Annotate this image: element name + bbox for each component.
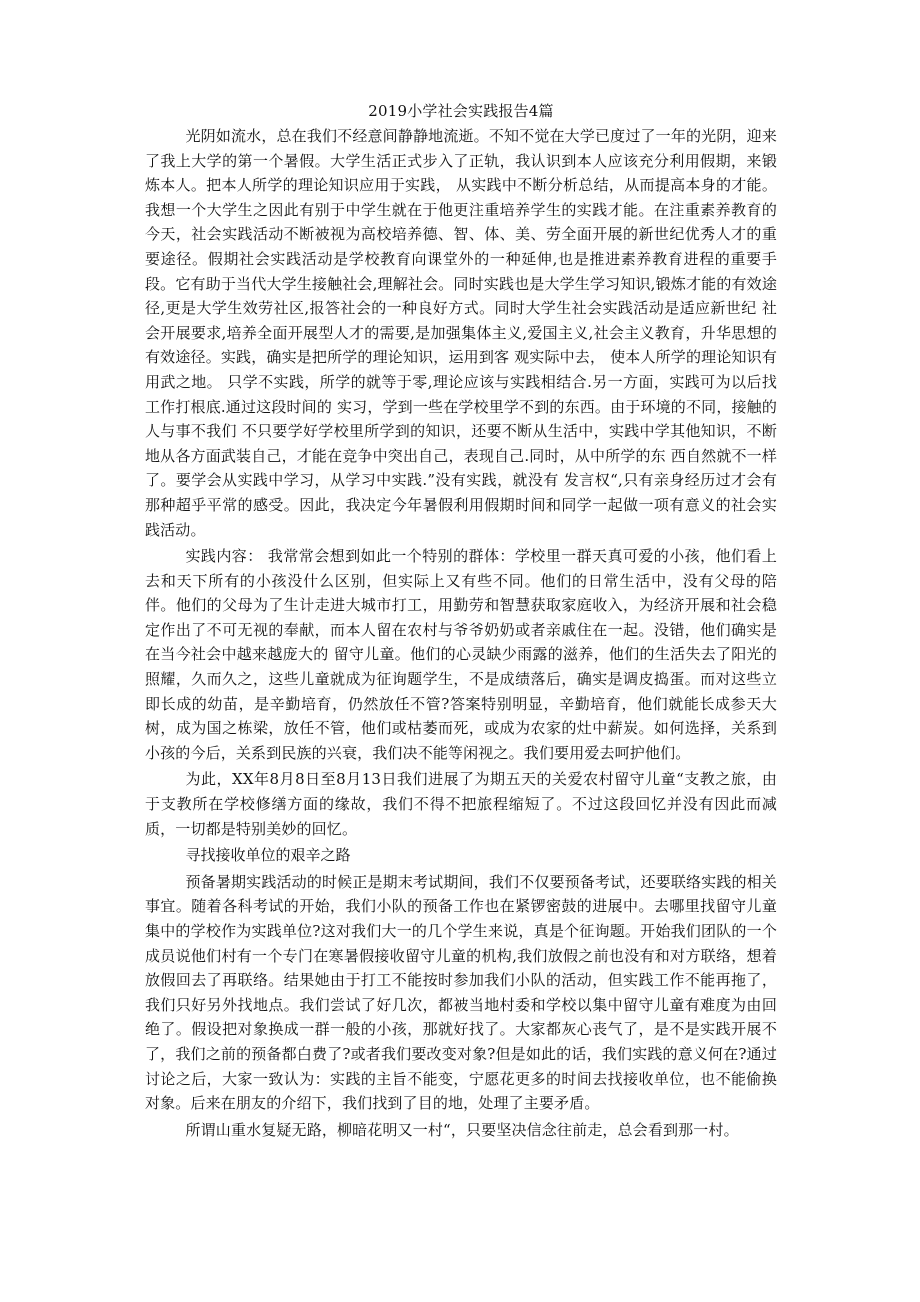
document-title: 2019小学社会实践报告4篇 [368, 102, 554, 120]
paragraph-practice-content: 实践内容： 我常常会想到如此一个特别的群体：学校里一群天真可爱的小孩，他们看上去和天下所有的小孩没什么区别，但实际上又有些不同。他们的日常生活中，没有父母的陪伴。他们的父母为了生计走进大城市打工，用勤劳和智慧获取家庭收入，为经济开展和社会稳定作出了不可无视的奉献，而本人留在农村与爷爷奶奶或者亲戚住在一起。没错，他们确实是在当今社会中越来越庞大的 留守儿童。他们的心灵缺少雨露的滋养，他们的生活失去了阳光的照耀，久而久之，这些儿童就成为征询题学生，不是成绩落后，确实是调皮捣蛋。而对这些立即长成的幼苗，是辛勤培育，仍然放任不管?答案特别明显，辛勤培育，他们就能长成参天大树，成为国之栋梁，放任不管，他们或枯萎而死，或成为农家的灶中薪炭。如何选择，关系到小孩的今后，关系到民族的兴衰，我们决不能等闲视之。我们要用爱去呵护他们。 [145, 547, 777, 762]
document-page [145, 100, 777, 1144]
paragraph-intro: 光阴如流水，总在我们不经意间静静地流逝。不知不觉在大学已度过了一年的光阴，迎来了我上大学的第一个暑假。大学生活正式步入了正轨，我认识到本人应该充分利用假期，来锻炼本人。把本人所学的理论知识应用于实践， 从实践中不断分析总结，从而提高本身的才能。我想一个大学生之因此有别于中学生就在于他更注重培养学生的实践才能。在注重素养教育的今天，社会实践活动不断被视为高校培养德、智、体、美、劳全面开展的新世纪优秀人才的重要途径。假期社会实践活动是学校教育向课堂外的一种延伸,也是推进素养教育进程的重要手段。它有助于当代大学生接触社会,理解社会。同时实践也是大学生学习知识,锻炼才能的有效途径,更是大学生效劳社区,报答社会的一种良好方式。同时大学生社会实践活动是适应新世纪 社会开展要求,培养全面开展型人才的需要,是加强集体主义,爱国主义,社会主义教育，升华思想的有效途径。实践，确实是把所学的理论知识，运用到客 观实际中去， 使本人所学的理论知识有用武之地。 只学不实践，所学的就等于零,理论应该与实践相结合.另一方面，实践可为以后找工作打根底.通过这段时间的 实习，学到一些在学校里学不到的东西。由于环境的不同，接触的人与事不我们 不只要学好学校里所学到的知识，还要不断从生活中，实践中学其他知识，不断 地从各方面武装自己，才能在竞争中突出自己，表现自己.同时，从中所学的东 西自然就不一样了。要学会从实践中学习，从学习中实践.”没有实践，就没有 发言权“,只有亲身经历过才会有那种超乎平常的感受。因此，我决定今年暑假利用假期时间和同学一起做一项有意义的社会实践活动。 [145, 127, 777, 539]
paragraph-trip-dates: 为此，XX年8月8日至8月13日我们进展了为期五天的关爱农村留守儿童“支教之旅，由于支教所在学校修缮方面的缘故，我们不得不把旅程缩短了。不过这段回忆并没有因此而减质，一切都是特别美妙的回忆。 [145, 770, 777, 838]
paragraph-closing: 所谓山重水复疑无路，柳暗花明又一村“，只要坚决信念往前走，总会看到那一村。 [185, 1120, 739, 1139]
section-heading: 寻找接收单位的艰辛之路 [185, 846, 351, 865]
paragraph-search-unit: 预备暑期实践活动的时候正是期末考试期间，我们不仅要预备考试，还要联络实践的相关事宜。随着各科考试的开始，我们小队的预备工作也在紧锣密鼓的进展中。去哪里找留守儿童集中的学校作为实践单位?这对我们大一的几个学生来说，真是个征询题。开始我们团队的一个成员说他们村有一个专门在寒暑假接收留守儿童的机构,我们放假之前也没有和对方联络，想着放假回去了再联络。结果她由于打工不能按时参加我们小队的活动，但实践工作不能再拖了，我们只好另外找地点。我们尝试了好几次，都被当地村委和学校以集中留守儿童有难度为由回绝了。假设把对象换成一群一般的小孩，那就好找了。大家都灰心丧气了，是不是实践开展不了，我们之前的预备都白费了?或者我们要改变对象?但是如此的话，我们实践的意义何在?通过讨论之后，大家一致认为：实践的主旨不能变，宁愿花更多的时间去找接收单位，也不能偷换对象。后来在朋友的介绍下，我们找到了目的地，处理了主要矛盾。 [145, 872, 777, 1113]
